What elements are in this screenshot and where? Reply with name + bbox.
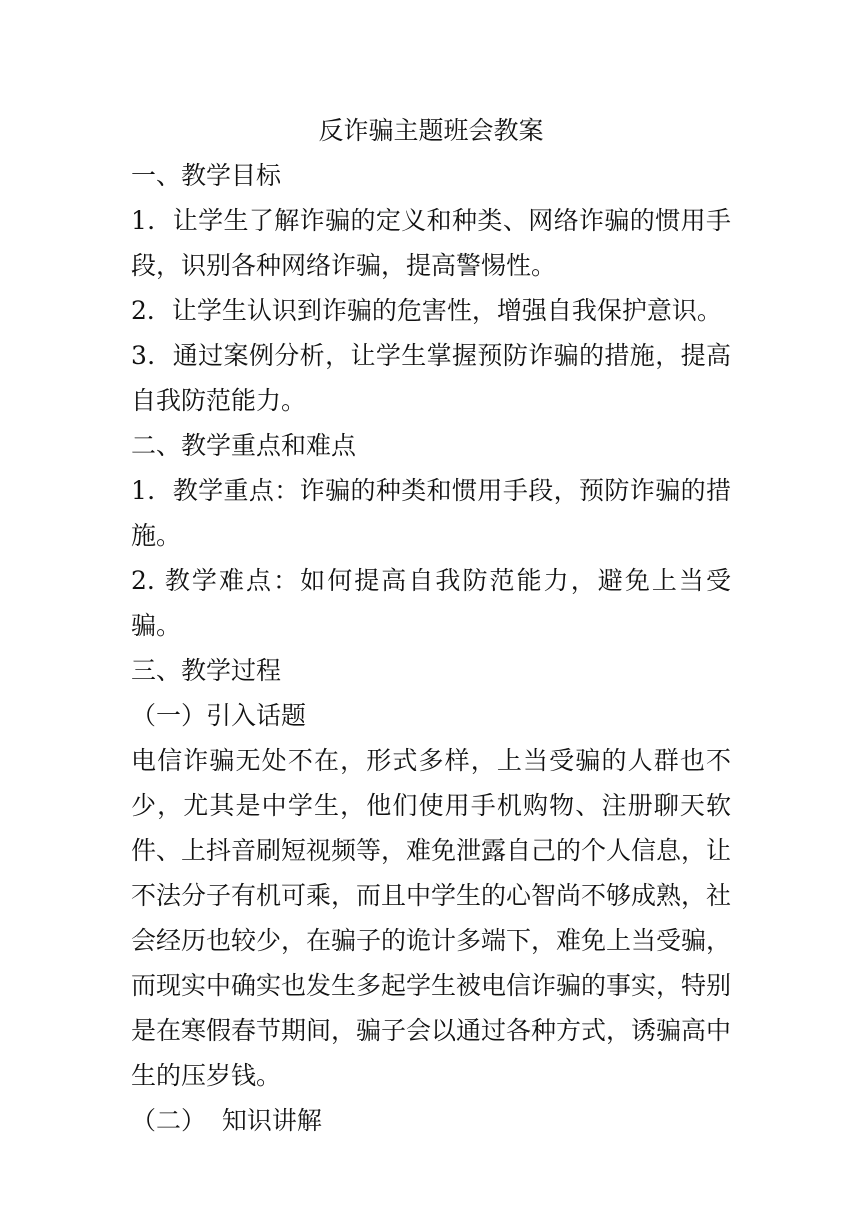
subsection-heading-knowledge: （二） 知识讲解: [131, 1106, 322, 1135]
key-point-item-1: 1．教学重点：诈骗的种类和惯用手段，预防诈骗的措施。: [131, 476, 731, 550]
goal-item-3: 3．通过案例分析，让学生掌握预防诈骗的措施，提高自我防范能力。: [131, 341, 731, 415]
subsection-heading-introduction: （一）引入话题: [131, 701, 307, 730]
goal-item-1: 1．让学生了解诈骗的定义和种类、网络诈骗的惯用手段，识别各种网络诈骗，提高警惕性。: [131, 206, 731, 280]
goal-item-2: 2．让学生认识到诈骗的危害性，增强自我保护意识。: [131, 296, 722, 325]
section-heading-teaching-goals: 一、教学目标: [131, 161, 282, 190]
introduction-paragraph: 电信诈骗无处不在，形式多样，上当受骗的人群也不少，尤其是中学生，他们使用手机购物、注册聊天软件、上抖音刷短视频等，难免泄露自己的个人信息，让不法分子有机可乘，而且中学生的心智尚不够成熟，社会经历也较少，在骗子的诡计多端下，难免上当受骗，而现实中确实也发生多起学生被电信诈骗的事实，特别是在寒假春节期间，骗子会以通过各种方式，诱骗高中生的压岁钱。: [131, 746, 732, 1090]
key-point-item-2: 2. 教学难点：如何提高自我防范能力，避免上当受骗。: [131, 566, 731, 640]
document-body: [131, 108, 731, 1143]
section-heading-teaching-process: 三、教学过程: [131, 656, 282, 685]
document-title: 反诈骗主题班会教案: [318, 116, 544, 145]
section-heading-key-points: 二、教学重点和难点: [131, 431, 357, 460]
